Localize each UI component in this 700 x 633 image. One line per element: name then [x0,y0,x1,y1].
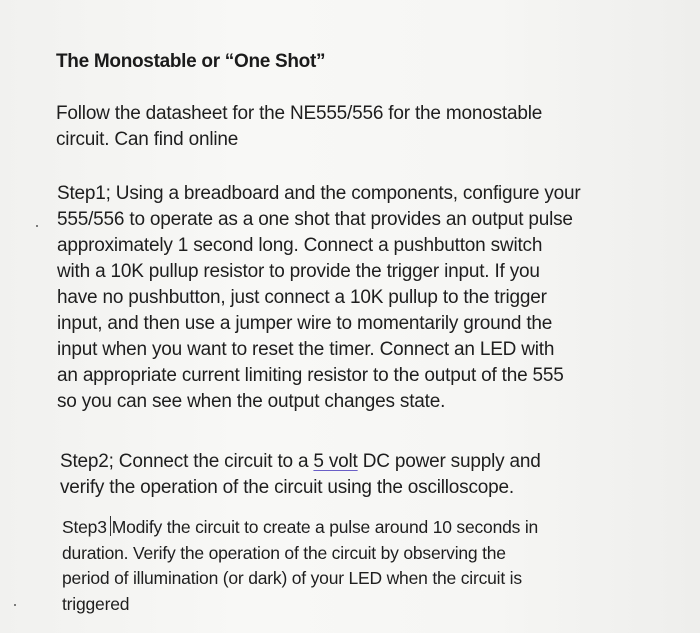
step1-line: approximately 1 second long. Connect a pushbutton switch [57,235,543,256]
text-cursor-icon [110,516,111,536]
intro-line: circuit. Can find online [56,129,239,150]
intro-line: Follow the datasheet for the NE555/556 for the monostable [56,103,543,124]
step3-paragraph [62,515,538,617]
step3-line: triggered [62,593,130,614]
step1-line: Step1; Using a breadboard and the components, configure your [57,183,581,204]
step2-line: verify the operation of the circuit using the oscilloscope. [60,477,514,498]
step1-line: so you can see when the output changes state. [57,391,446,412]
step3-label: Step3 [62,517,107,537]
step3-line: duration. Verify the operation of the circuit by observing the [62,542,506,563]
step3-line [62,515,538,541]
step1-line: with a 10K pullup resistor to provide the trigger input. If you [57,261,540,282]
step2-text-before: Step2; Connect the circuit to a [60,451,314,472]
step2-text-after: DC power supply and [357,451,541,472]
step2-line [60,449,541,475]
step1-line: an appropriate current limiting resistor to the output of the 555 [57,365,564,386]
intro-paragraph [56,101,542,153]
step1-line: input when you want to reset the timer. Connect an LED with [57,339,555,360]
paper-speck [14,604,16,606]
step1-paragraph [57,181,581,415]
step3-text: Modify the circuit to create a pulse around 10 seconds in [111,517,539,537]
paper-speck [36,225,38,227]
voltage-underlined-text: 5 volt [313,451,358,472]
step2-paragraph [60,449,541,501]
step1-line: 555/556 to operate as a one shot that provides an output pulse [57,209,573,230]
document-title: The Monostable or “One Shot” [56,51,326,72]
step1-line: input, and then use a jumper wire to momentarily ground the [57,313,553,334]
step1-line: have no pushbutton, just connect a 10K pullup to the trigger [57,287,547,308]
step3-line: period of illumination (or dark) of your LED when the circuit is [62,568,522,588]
